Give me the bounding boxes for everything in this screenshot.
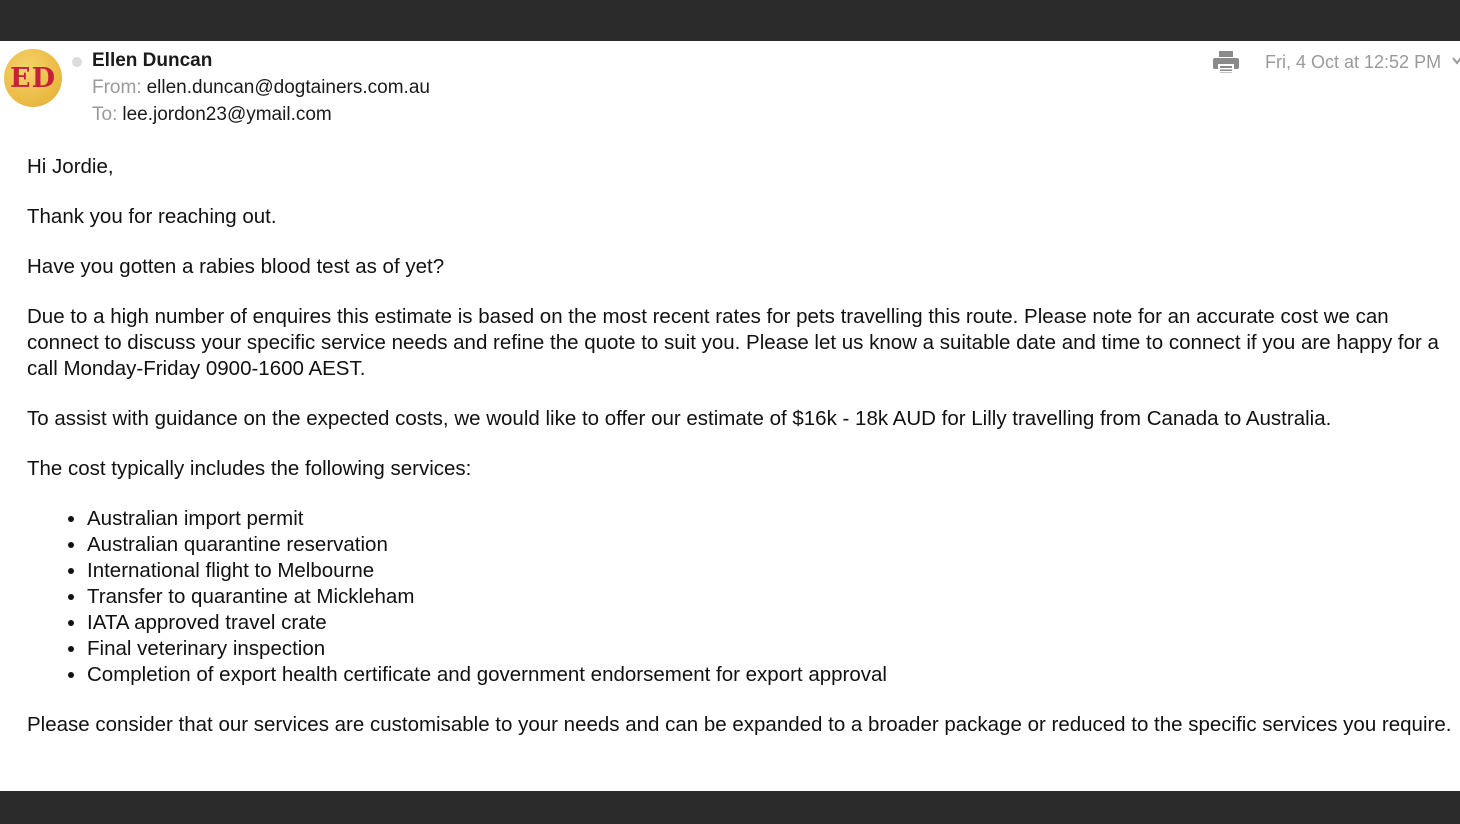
to-line	[92, 104, 332, 126]
paragraph: The cost typically includes the following services:	[27, 457, 472, 480]
email-body	[27, 154, 1452, 762]
paragraph: Due to a high number of enquires this estimate is based on the most recent rates for pets travelling this route. Please note for an accurate cost we can connect to discuss your specific service needs and refine the quote to suit you. Please let us know a suitable date and time to connect if you are happy for a call Monday-Friday 0900-1600 AEST.	[27, 305, 1439, 380]
list-item: • Australian import permit	[87, 506, 1452, 532]
paragraph: Thank you for reaching out.	[27, 205, 277, 228]
list-item: • IATA approved travel crate	[87, 610, 1452, 636]
services-list	[27, 506, 1452, 688]
to-address[interactable]: lee.jordon23@ymail.com	[122, 104, 332, 125]
print-icon	[1212, 50, 1240, 76]
from-address[interactable]: ellen.duncan@dogtainers.com.au	[146, 77, 430, 98]
list-item: • Final veterinary inspection	[87, 636, 1452, 662]
sender-name: Ellen Duncan	[92, 50, 213, 71]
top-frame-bar	[0, 0, 1460, 41]
paragraph: To assist with guidance on the expected costs, we would like to offer our estimate of $16k - 18k AUD for Lilly travelling from Canada to Australia.	[27, 407, 1332, 430]
list-item: • International flight to Melbourne	[87, 558, 1452, 584]
from-label: From:	[92, 77, 142, 98]
print-button[interactable]	[1212, 50, 1240, 76]
bottom-frame-bar	[0, 791, 1460, 824]
email-view	[0, 41, 1460, 791]
email-date: Fri, 4 Oct at 12:52 PM	[1265, 52, 1442, 72]
list-item: • Australian quarantine reservation	[87, 532, 1452, 558]
list-item: • Completion of export health certificate and government endorsement for export approval	[87, 662, 1452, 688]
paragraph: Please consider that our services are customisable to your needs and can be expanded to a broader package or reduced to the specific services you require.	[27, 713, 1452, 736]
greeting: Hi Jordie,	[27, 155, 114, 178]
unread-indicator	[72, 57, 82, 67]
to-label: To:	[92, 104, 118, 125]
from-line	[92, 77, 430, 99]
chevron-down-icon[interactable]	[1452, 55, 1460, 67]
avatar: ED	[4, 49, 62, 107]
paragraph: Have you gotten a rabies blood test as of yet?	[27, 255, 445, 278]
list-item: • Transfer to quarantine at Mickleham	[87, 584, 1452, 610]
